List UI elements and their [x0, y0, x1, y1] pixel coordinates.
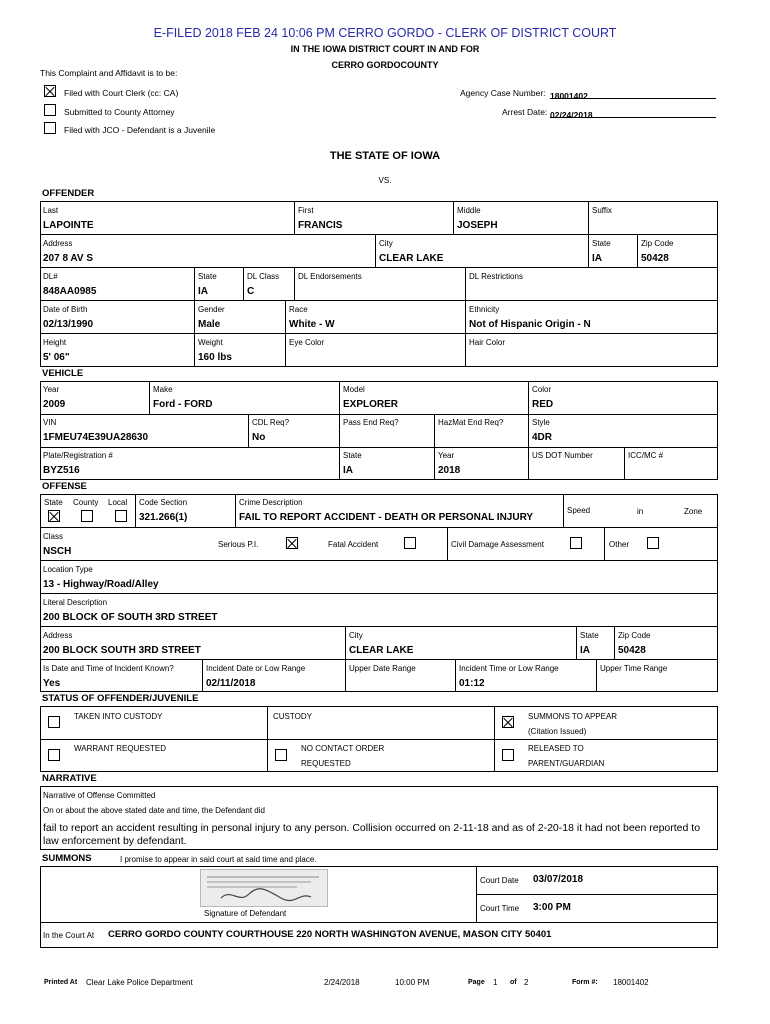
taken-custody-label: TAKEN INTO CUSTODY: [74, 712, 163, 721]
of-label: of: [510, 979, 517, 986]
juvenile-label: Filed with JCO - Defendant is a Juvenile: [64, 125, 216, 135]
height-label: Height: [43, 338, 67, 347]
released-label: RELEASED TO: [528, 744, 584, 753]
released-checkbox[interactable]: [502, 749, 514, 761]
incident-time-label: Incident Time or Low Range: [459, 664, 559, 673]
iccmc-label: ICC/MC #: [628, 451, 664, 460]
middle-name-label: Middle: [457, 206, 481, 215]
first-name-label: First: [298, 206, 314, 215]
cdl-label: CDL Req?: [252, 418, 290, 427]
fatal-accident-label: Fatal Accident: [328, 540, 379, 549]
offense-county-label: County: [73, 498, 99, 507]
middle-name: JOSEPH: [457, 220, 498, 231]
signature-scribble-icon: [201, 870, 327, 906]
state: IA: [592, 253, 602, 264]
parent-guardian-label: PARENT/GUARDIAN: [528, 759, 605, 768]
narrative-intro: On or about the above stated date and time, the Defendant did: [43, 806, 265, 815]
crime-description-label: Crime Description: [239, 498, 303, 507]
vehicle-heading: VEHICLE: [42, 368, 84, 379]
summons-promise: I promise to appear in said court at said time and place.: [120, 855, 317, 864]
no-contact-label: NO CONTACT ORDER: [301, 744, 385, 753]
in-label: in: [637, 507, 644, 516]
style-label: Style: [532, 418, 550, 427]
court-line-2: CERRO GORDOCOUNTY: [331, 60, 439, 70]
court-location: CERRO GORDO COUNTY COURTHOUSE 220 NORTH WASHINGTON AVENUE, MASON CITY 50401: [108, 929, 552, 940]
code-section: 321.266(1): [139, 512, 188, 523]
dl-class-label: DL Class: [247, 272, 280, 281]
versus: VS.: [378, 176, 392, 185]
height: 5' 06": [43, 352, 70, 363]
court-time-label: Court Time: [480, 904, 520, 913]
printed-at-label: Printed At: [44, 979, 78, 986]
date-known-label: Is Date and Time of Incident Known?: [43, 664, 174, 673]
style: 4DR: [532, 432, 553, 443]
vin-label: VIN: [43, 418, 57, 427]
gender-label: Gender: [198, 305, 225, 314]
offense-county-checkbox[interactable]: [81, 510, 93, 522]
summons-label: SUMMONS TO APPEAR: [528, 712, 618, 721]
weight: 160 lbs: [198, 352, 232, 363]
dl-number: 848AA0985: [43, 286, 97, 297]
no-contact-checkbox[interactable]: [275, 749, 287, 761]
offense-local-label: Local: [108, 498, 128, 507]
court-date-label: Court Date: [480, 876, 519, 885]
gender: Male: [198, 319, 221, 330]
literal-description: 200 BLOCK OF SOUTH 3RD STREET: [43, 612, 218, 623]
no-contact-requested-label: REQUESTED: [301, 759, 351, 768]
narrative-label: Narrative of Offense Committed: [43, 791, 156, 800]
first-name: FRANCIS: [298, 220, 343, 231]
vehicle-year-label: Year: [43, 385, 60, 394]
plate: BYZ516: [43, 465, 80, 476]
offense-zip-label: Zip Code: [618, 631, 651, 640]
print-time: 10:00 PM: [395, 978, 430, 987]
court-time: 3:00 PM: [533, 902, 571, 913]
class-label: Class: [43, 532, 64, 541]
page-number: 1: [493, 978, 498, 987]
offender-heading: OFFENDER: [42, 188, 95, 199]
plate-state-label: State: [343, 451, 362, 460]
juvenile-checkbox[interactable]: [44, 122, 56, 134]
offense-state2: IA: [580, 645, 590, 656]
race: White - W: [289, 319, 335, 330]
literal-description-label: Literal Description: [43, 598, 108, 607]
taken-custody-checkbox[interactable]: [48, 716, 60, 728]
offense-state-label: State: [44, 498, 63, 507]
page-label: Page: [468, 979, 485, 986]
zip: 50428: [641, 253, 669, 264]
hair-color-label: Hair Color: [469, 338, 506, 347]
dob-label: Date of Birth: [43, 305, 88, 314]
address-label: Address: [43, 239, 73, 248]
filed-clerk-label: Filed with Court Clerk (cc: CA): [64, 88, 179, 98]
city-label: City: [379, 239, 393, 248]
vehicle-year: 2009: [43, 399, 66, 410]
speed-label: Speed: [567, 506, 591, 515]
offense-local-checkbox[interactable]: [115, 510, 127, 522]
class: NSCH: [43, 546, 72, 557]
usdot-label: US DOT Number: [532, 451, 593, 460]
court-date: 03/07/2018: [533, 874, 584, 885]
warrant-label: WARRANT REQUESTED: [74, 744, 167, 753]
dl-endorsements-label: DL Endorsements: [298, 272, 362, 281]
upper-date-label: Upper Date Range: [349, 664, 416, 673]
page-total: 2: [524, 978, 529, 987]
plate-year-label: Year: [438, 451, 455, 460]
incident-date-label: Incident Date or Low Range: [206, 664, 306, 673]
form-label: Form #:: [572, 979, 598, 986]
make: Ford - FORD: [153, 399, 213, 410]
weight-label: Weight: [198, 338, 223, 347]
crime-description: FAIL TO REPORT ACCIDENT - DEATH OR PERSONAL INJURY: [239, 512, 534, 523]
custody-label: CUSTODY: [273, 712, 312, 721]
arrest-date: 02/24/2018: [550, 110, 593, 120]
eye-color-label: Eye Color: [289, 338, 325, 347]
signature-label: Signature of Defendant: [204, 909, 287, 918]
filed-clerk-checkbox[interactable]: [44, 85, 56, 97]
suffix-label: Suffix: [592, 206, 612, 215]
last-name-label: Last: [43, 206, 59, 215]
hazmat-label: HazMat End Req?: [438, 418, 504, 427]
color-label: Color: [532, 385, 552, 394]
ethnicity-label: Ethnicity: [469, 305, 500, 314]
dl-state: IA: [198, 286, 208, 297]
color: RED: [532, 399, 554, 410]
dl-state-label: State: [198, 272, 217, 281]
warrant-checkbox[interactable]: [48, 749, 60, 761]
location-type-label: Location Type: [43, 565, 93, 574]
agency-case-label: Agency Case Number:: [460, 88, 546, 98]
citation-issued-label: (Citation Issued): [528, 727, 587, 736]
print-date: 2/24/2018: [324, 978, 360, 987]
last-name: LAPOINTE: [43, 220, 94, 231]
upper-time-label: Upper Time Range: [600, 664, 668, 673]
summons-checkbox[interactable]: [502, 716, 514, 728]
efiled-banner: E-FILED 2018 FEB 24 10:06 PM CERRO GORDO - CLERK OF DISTRICT COURT: [153, 26, 617, 40]
model-label: Model: [343, 385, 365, 394]
model: EXPLORER: [343, 399, 399, 410]
cdl: No: [252, 432, 266, 443]
civil-damage-checkbox[interactable]: [570, 537, 582, 549]
offense-heading: OFFENSE: [42, 481, 87, 492]
offense-state2-label: State: [580, 631, 599, 640]
dl-label: DL#: [43, 272, 58, 281]
offense-address: 200 BLOCK SOUTH 3RD STREET: [43, 645, 201, 656]
city: CLEAR LAKE: [379, 253, 444, 264]
ethnicity: Not of Hispanic Origin - N: [469, 319, 591, 330]
serious-pi-checkbox[interactable]: [286, 537, 298, 549]
fatal-accident-checkbox[interactable]: [404, 537, 416, 549]
code-section-label: Code Section: [139, 498, 188, 507]
make-label: Make: [153, 385, 173, 394]
vehicle-box: [40, 381, 718, 480]
status-heading: STATUS OF OFFENDER/JUVENILE: [42, 693, 199, 704]
vin: 1FMEU74E39UA28630: [43, 432, 149, 443]
dl-class: C: [247, 286, 255, 297]
serious-pi-label: Serious P.I.: [218, 540, 259, 549]
plate-state: IA: [343, 465, 353, 476]
other-label: Other: [609, 540, 630, 549]
plate-label: Plate/Registration #: [43, 451, 113, 460]
date-known: Yes: [43, 678, 61, 689]
zip-label: Zip Code: [641, 239, 674, 248]
zone-label: Zone: [684, 507, 703, 516]
offense-state-checkbox[interactable]: [48, 510, 60, 522]
agency-case-number: 18001402: [550, 91, 588, 101]
form-number: 18001402: [613, 978, 649, 987]
narrative-text: fail to report an accident resulting in personal injury to any person. Collision occurred on 2-11-18 and as of 2-20-18 it had not been reported to law enforcement by defendant.: [43, 822, 701, 847]
incident-time: 01:12: [459, 678, 485, 689]
submitted-attorney-label: Submitted to County Attorney: [64, 107, 175, 117]
court-line-1: IN THE IOWA DISTRICT COURT IN AND FOR: [290, 44, 480, 54]
dob: 02/13/1990: [43, 319, 94, 330]
signature-image: [200, 869, 328, 907]
dl-restrictions-label: DL Restrictions: [469, 272, 523, 281]
location-type: 13 - Highway/Road/Alley: [43, 579, 159, 590]
court-at-label: In the Court At: [43, 931, 95, 940]
complaint-intro: This Complaint and Affidavit is to be:: [40, 68, 178, 78]
incident-date: 02/11/2018: [206, 678, 256, 689]
plate-year: 2018: [438, 465, 461, 476]
offender-box: [40, 201, 718, 367]
other-checkbox[interactable]: [647, 537, 659, 549]
offense-city: CLEAR LAKE: [349, 645, 414, 656]
state-label: State: [592, 239, 611, 248]
offense-address-label: Address: [43, 631, 73, 640]
race-label: Race: [289, 305, 308, 314]
submitted-attorney-checkbox[interactable]: [44, 104, 56, 116]
civil-damage-label: Civil Damage Assessment: [451, 540, 544, 549]
offense-city-label: City: [349, 631, 363, 640]
pass-end-label: Pass End Req?: [343, 418, 399, 427]
document-title: THE STATE OF IOWA: [329, 150, 441, 162]
summons-heading: SUMMONS: [42, 853, 92, 864]
printed-at: Clear Lake Police Department: [86, 978, 193, 987]
arrest-date-label: Arrest Date:: [502, 107, 548, 117]
narrative-heading: NARRATIVE: [42, 773, 97, 784]
offense-zip: 50428: [618, 645, 646, 656]
address: 207 8 AV S: [43, 253, 94, 264]
